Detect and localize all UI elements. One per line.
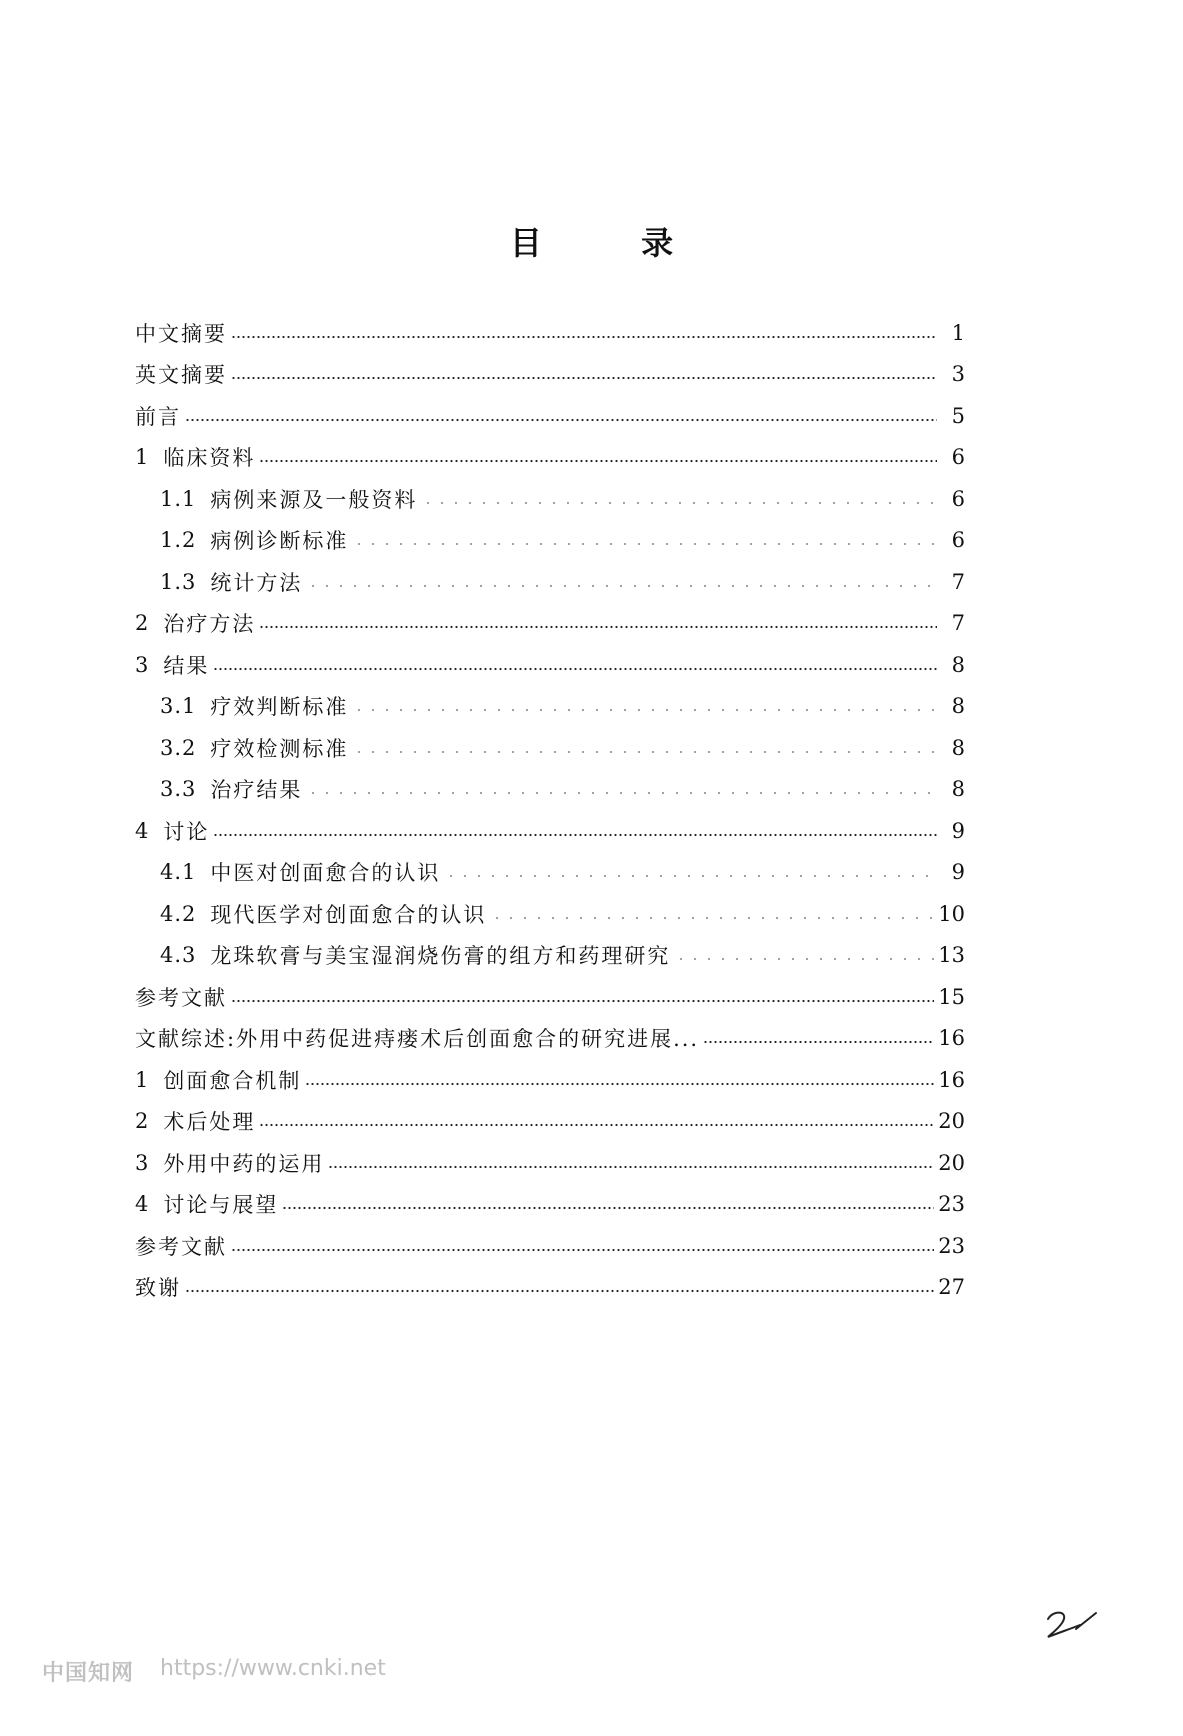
toc-entry-title: 中文摘要 bbox=[135, 321, 227, 346]
toc-entry-page: 15 bbox=[938, 984, 965, 1009]
toc-entry-title: 文献综述:外用中药促进痔瘘术后创面愈合的研究进展... bbox=[135, 1027, 700, 1052]
dot-leader bbox=[231, 335, 937, 339]
toc-entry-page: 9 bbox=[951, 860, 965, 885]
toc-entry-page: 20 bbox=[938, 1150, 965, 1175]
toc-entry-page: 16 bbox=[938, 1026, 965, 1051]
toc-entry bbox=[135, 478, 965, 520]
toc-entry bbox=[135, 769, 965, 811]
toc-entry bbox=[135, 437, 965, 479]
page-title: 目 录 bbox=[509, 224, 718, 262]
toc-entry bbox=[135, 1225, 965, 1267]
toc-entry-number: 1.3 bbox=[160, 569, 197, 594]
toc-entry-title: 中医对创面愈合的认识 bbox=[210, 861, 441, 886]
toc-entry-page: 16 bbox=[938, 1067, 965, 1092]
toc-entry-title: 龙珠软膏与美宝湿润烧伤膏的组方和药理研究 bbox=[210, 944, 671, 969]
toc-entry-number: 2 bbox=[135, 1109, 150, 1134]
toc-entry-title: 统计方法 bbox=[210, 570, 303, 595]
toc-entry-page: 13 bbox=[938, 943, 965, 968]
dot-leader bbox=[259, 625, 937, 629]
dot-leader bbox=[352, 708, 937, 712]
dot-leader bbox=[306, 584, 937, 588]
toc-entry-number: 4 bbox=[135, 1192, 150, 1217]
toc-entry-title: 参考文献 bbox=[135, 1234, 227, 1259]
toc-entry-number: 3.1 bbox=[160, 694, 197, 719]
toc-entry bbox=[135, 810, 965, 852]
toc-entry bbox=[135, 312, 965, 354]
toc-entry-page: 27 bbox=[938, 1275, 965, 1300]
watermark bbox=[42, 1656, 386, 1687]
toc-entry-page: 10 bbox=[938, 901, 965, 926]
toc-entry-number: 4.3 bbox=[160, 943, 197, 968]
toc-entry-title: 前言 bbox=[135, 404, 181, 429]
toc-entry bbox=[135, 1267, 965, 1309]
toc-entry-title: 创面愈合机制 bbox=[163, 1068, 302, 1093]
dot-leader bbox=[213, 833, 937, 837]
toc-entry bbox=[135, 395, 965, 437]
toc-entry-page: 7 bbox=[951, 569, 965, 594]
toc-entry bbox=[135, 561, 965, 603]
toc-entry bbox=[135, 1018, 965, 1060]
toc-entry-number: 3.2 bbox=[160, 735, 197, 760]
toc-entry-number: 1 bbox=[135, 445, 150, 470]
toc-entry bbox=[135, 603, 965, 645]
watermark-brand: 中国知网 bbox=[42, 1661, 135, 1686]
toc-entry-number: 4.1 bbox=[160, 860, 197, 885]
dot-leader bbox=[185, 418, 937, 422]
dot-leader bbox=[490, 916, 934, 920]
toc-entry-number: 1 bbox=[135, 1067, 150, 1092]
watermark-url: https://www.cnki.net bbox=[160, 1656, 386, 1681]
toc-entry bbox=[135, 686, 965, 728]
toc-entry-title: 疗效判断标准 bbox=[210, 695, 349, 720]
toc-entry-number: 3 bbox=[135, 652, 150, 677]
toc-entry-number: 1.1 bbox=[160, 486, 197, 511]
toc-entry-page: 20 bbox=[938, 1109, 965, 1134]
toc-entry bbox=[135, 1059, 965, 1101]
toc-entry bbox=[135, 976, 965, 1018]
dot-leader bbox=[306, 791, 937, 795]
toc-entry-page: 8 bbox=[951, 735, 965, 760]
toc-entry bbox=[135, 644, 965, 686]
toc-entry-page: 7 bbox=[951, 611, 965, 636]
dot-leader bbox=[259, 1123, 934, 1127]
dot-leader bbox=[444, 874, 937, 878]
dot-leader bbox=[231, 1248, 934, 1252]
toc-entry bbox=[135, 935, 965, 977]
toc-entry-page: 23 bbox=[938, 1233, 965, 1258]
toc-entry-page: 23 bbox=[938, 1192, 965, 1217]
toc-entry-number: 2 bbox=[135, 611, 150, 636]
handwritten-mark bbox=[1040, 1605, 1100, 1645]
toc-entry-title: 致谢 bbox=[135, 1276, 181, 1301]
toc-entry-title: 疗效检测标准 bbox=[210, 736, 349, 761]
dot-leader bbox=[305, 1082, 934, 1086]
toc-entry-title: 现代医学对创面愈合的认识 bbox=[210, 902, 487, 927]
dot-leader bbox=[259, 459, 937, 463]
toc-entry-title: 病例诊断标准 bbox=[210, 529, 349, 554]
dot-leader bbox=[231, 999, 934, 1003]
dot-leader bbox=[421, 501, 937, 505]
dot-leader bbox=[703, 1040, 934, 1044]
toc-entry-title: 参考文献 bbox=[135, 985, 227, 1010]
dot-leader bbox=[328, 1165, 934, 1169]
toc-entry bbox=[135, 520, 965, 562]
toc-entry bbox=[135, 852, 965, 894]
toc-entry-title: 临床资料 bbox=[163, 446, 256, 471]
toc-entry-title: 外用中药的运用 bbox=[163, 1151, 325, 1176]
toc-entry-title: 病例来源及一般资料 bbox=[210, 487, 418, 512]
toc-entry-page: 6 bbox=[951, 486, 965, 511]
toc-entry-number: 3.3 bbox=[160, 777, 197, 802]
toc-entry-title: 英文摘要 bbox=[135, 363, 227, 388]
toc-entry bbox=[135, 727, 965, 769]
toc-entry-number: 4.2 bbox=[160, 901, 197, 926]
table-of-contents bbox=[135, 312, 965, 1308]
toc-entry-number: 1.2 bbox=[160, 528, 197, 553]
toc-entry-page: 5 bbox=[951, 403, 965, 428]
toc-entry-title: 讨论 bbox=[163, 819, 210, 844]
toc-entry-page: 6 bbox=[951, 528, 965, 553]
toc-entry-title: 治疗结果 bbox=[210, 778, 303, 803]
dot-leader bbox=[282, 1206, 934, 1210]
toc-entry-page: 8 bbox=[951, 694, 965, 719]
toc-entry-page: 9 bbox=[951, 818, 965, 843]
dot-leader bbox=[352, 750, 937, 754]
toc-entry-page: 1 bbox=[951, 320, 965, 345]
toc-entry-page: 6 bbox=[951, 445, 965, 470]
toc-entry-page: 8 bbox=[951, 777, 965, 802]
toc-entry-title: 治疗方法 bbox=[163, 612, 256, 637]
toc-entry-title: 讨论与展望 bbox=[163, 1193, 279, 1218]
toc-entry-page: 3 bbox=[951, 362, 965, 387]
toc-entry-title: 术后处理 bbox=[163, 1110, 256, 1135]
toc-entry-number: 3 bbox=[135, 1150, 150, 1175]
toc-entry bbox=[135, 354, 965, 396]
dot-leader bbox=[231, 376, 937, 380]
dot-leader bbox=[674, 957, 934, 961]
toc-entry-number: 4 bbox=[135, 818, 150, 843]
dot-leader bbox=[213, 667, 937, 671]
toc-entry-title: 结果 bbox=[163, 653, 210, 678]
dot-leader bbox=[185, 1289, 934, 1293]
toc-entry-page: 8 bbox=[951, 652, 965, 677]
dot-leader bbox=[352, 542, 937, 546]
toc-entry bbox=[135, 1184, 965, 1226]
toc-entry bbox=[135, 1142, 965, 1184]
toc-entry bbox=[135, 893, 965, 935]
toc-entry bbox=[135, 1101, 965, 1143]
